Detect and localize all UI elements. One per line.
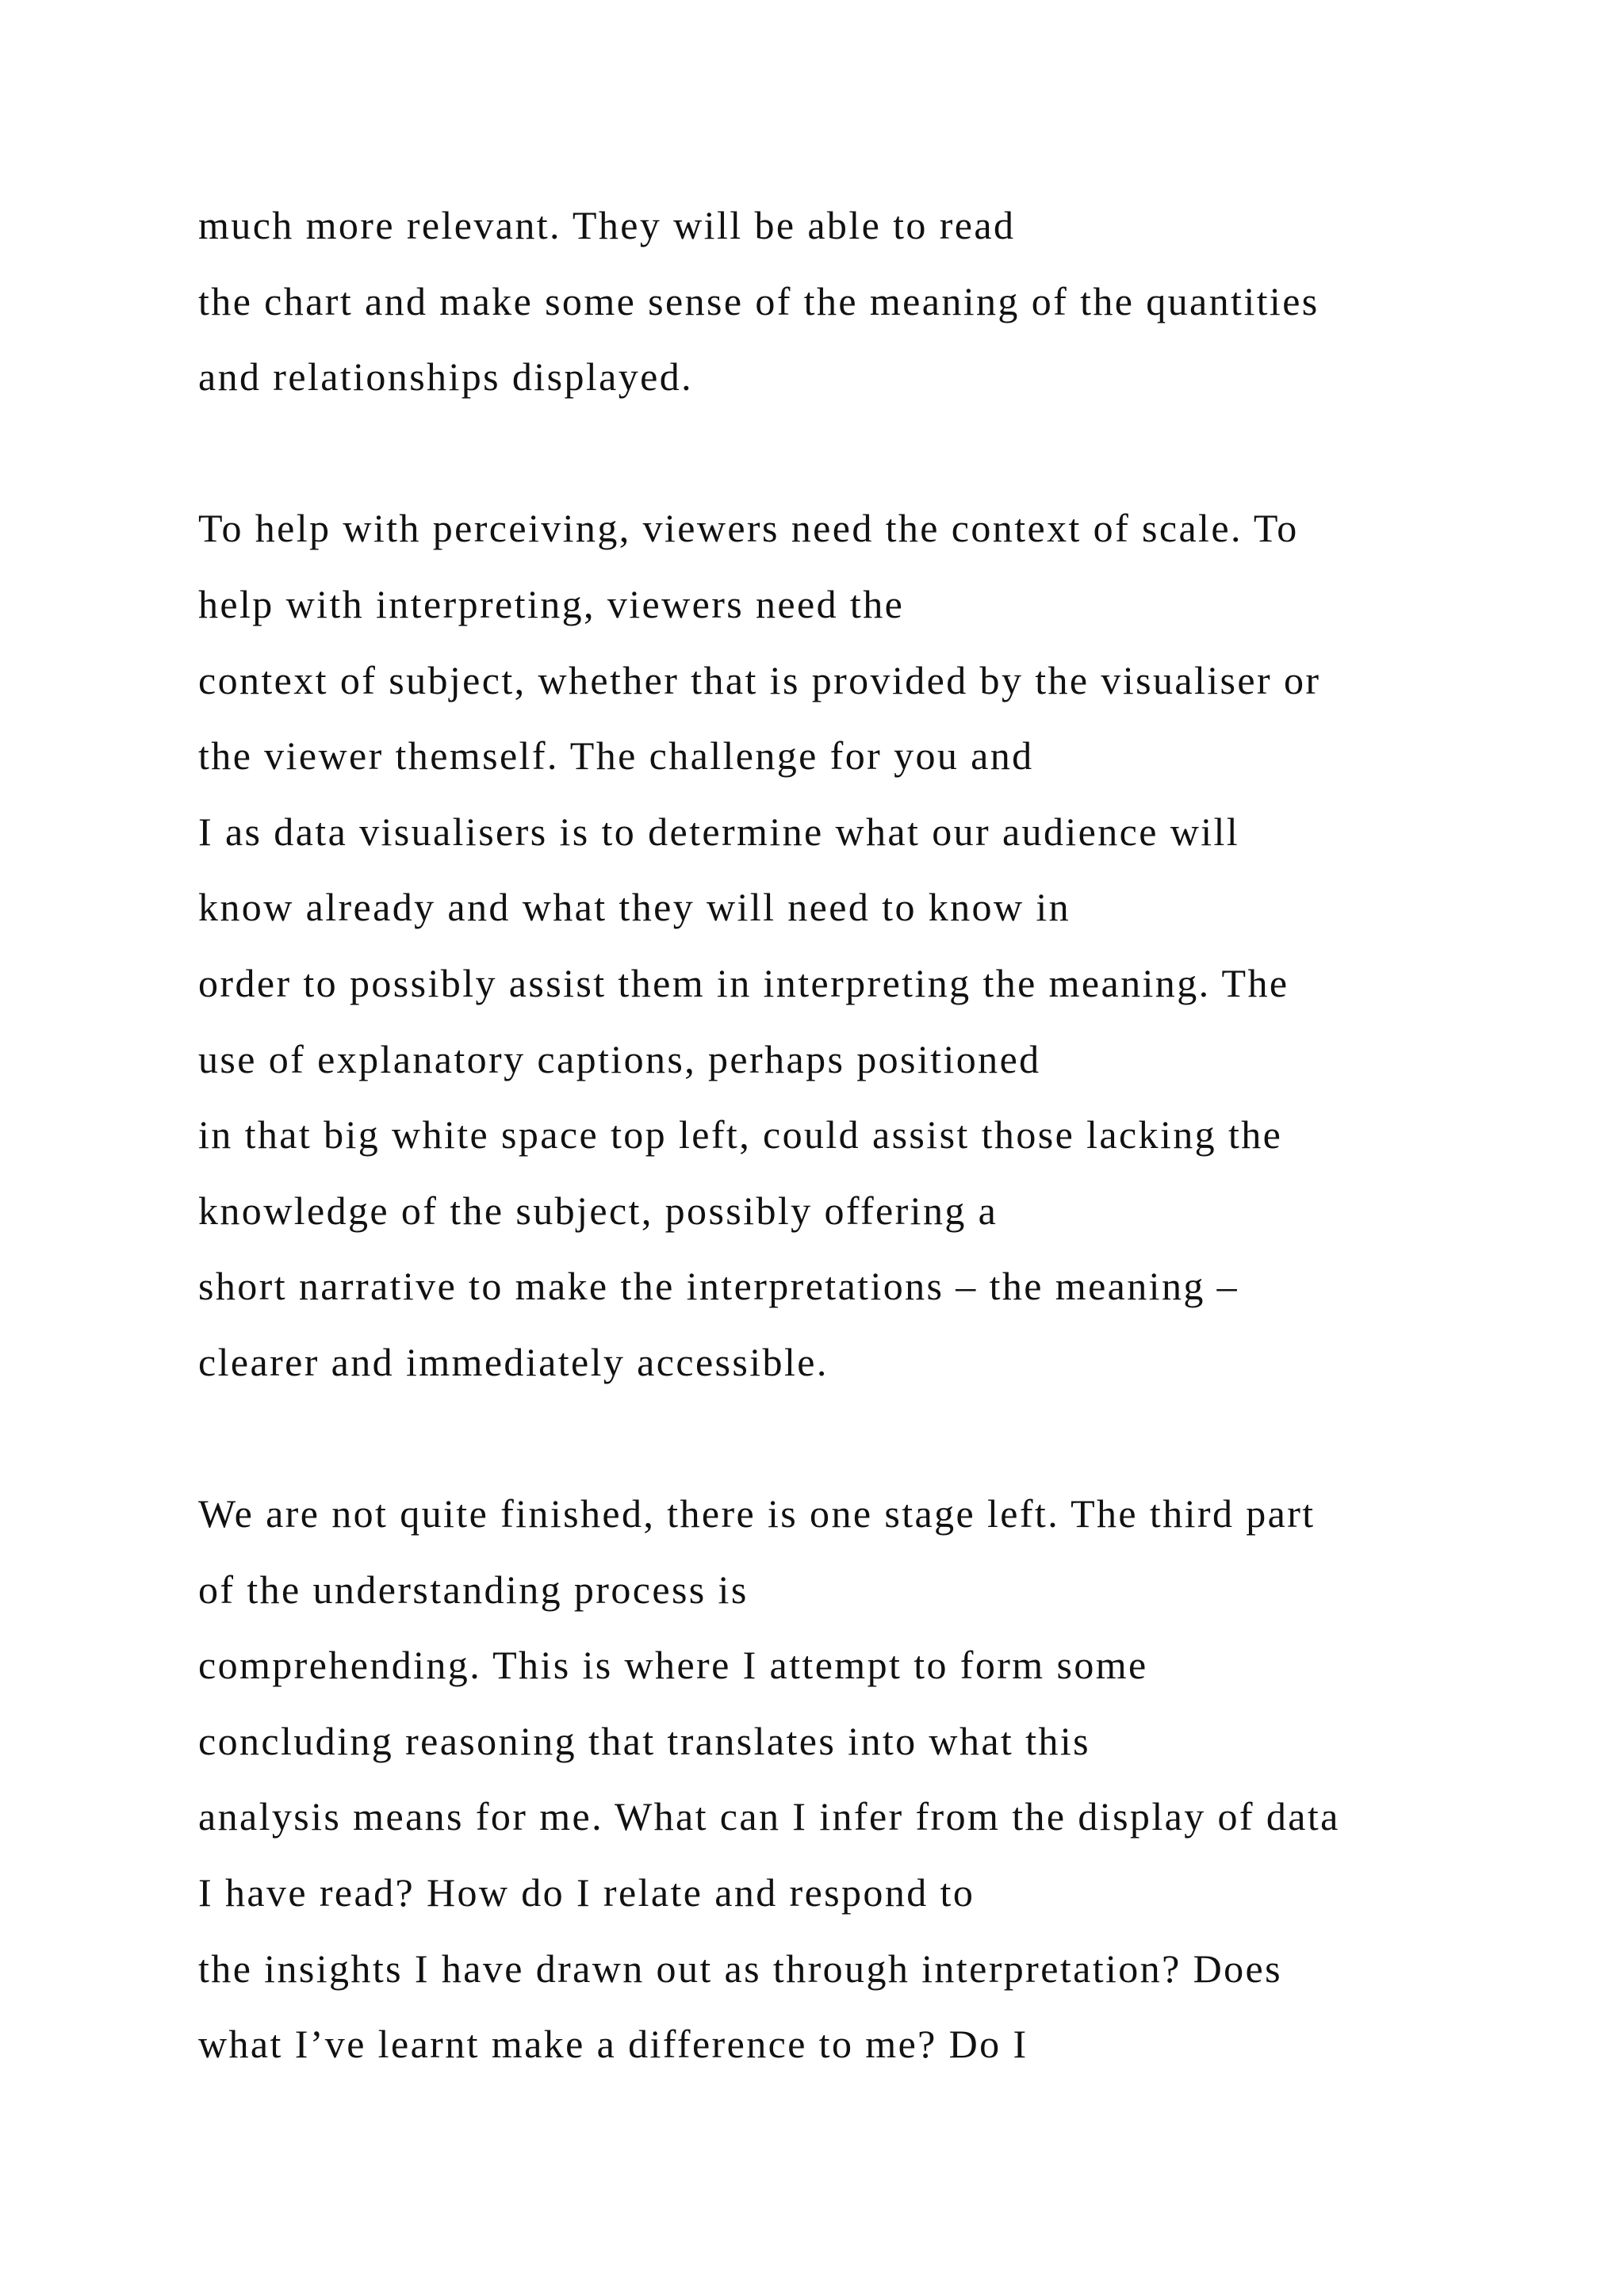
paragraph-spacer	[198, 415, 1594, 492]
text-line: the insights I have drawn out as through interpretation? Does	[198, 1946, 1282, 1991]
paragraph-spacer	[198, 1401, 1594, 1477]
body-text	[198, 188, 1594, 2083]
text-line: short narrative to make the interpretations – the meaning –	[198, 1264, 1239, 1309]
text-line: of the understanding process is	[198, 1567, 749, 1612]
text-line: the chart and make some sense of the meaning of the quantities	[198, 278, 1320, 323]
text-line: I as data visualisers is to determine what our audience will	[198, 809, 1240, 854]
text-line: order to possibly assist them in interpreting the meaning. The	[198, 960, 1289, 1005]
text-line: clearer and immediately accessible.	[198, 1339, 829, 1384]
text-line: I have read? How do I relate and respond to	[198, 1870, 975, 1915]
text-line: We are not quite finished, there is one stage left. The third part	[198, 1491, 1316, 1536]
text-line: use of explanatory captions, perhaps positioned	[198, 1036, 1041, 1081]
text-line: in that big white space top left, could assist those lacking the	[198, 1112, 1283, 1158]
paragraph-3	[198, 1476, 1594, 2083]
paragraph-1	[198, 188, 1594, 415]
text-line: analysis means for me. What can I infer from the display of data	[198, 1794, 1340, 1839]
text-line: much more relevant. They will be able to read	[198, 203, 1016, 247]
text-line: To help with perceiving, viewers need the context of scale. To	[198, 506, 1299, 551]
text-line: knowledge of the subject, possibly offering a	[198, 1188, 998, 1233]
text-line: concluding reasoning that translates into what this	[198, 1718, 1090, 1763]
text-line: what I’ve learnt make a difference to me? Do I	[198, 2022, 1028, 2067]
text-line: help with interpreting, viewers need the	[198, 581, 905, 626]
text-line: context of subject, whether that is provided by the visualiser or	[198, 657, 1321, 702]
text-line: the viewer themself. The challenge for you and	[198, 733, 1034, 779]
paragraph-2	[198, 491, 1594, 1400]
text-line: know already and what they will need to know in	[198, 885, 1071, 930]
text-line: comprehending. This is where I attempt to form some	[198, 1643, 1148, 1688]
text-line: and relationships displayed.	[198, 354, 694, 400]
